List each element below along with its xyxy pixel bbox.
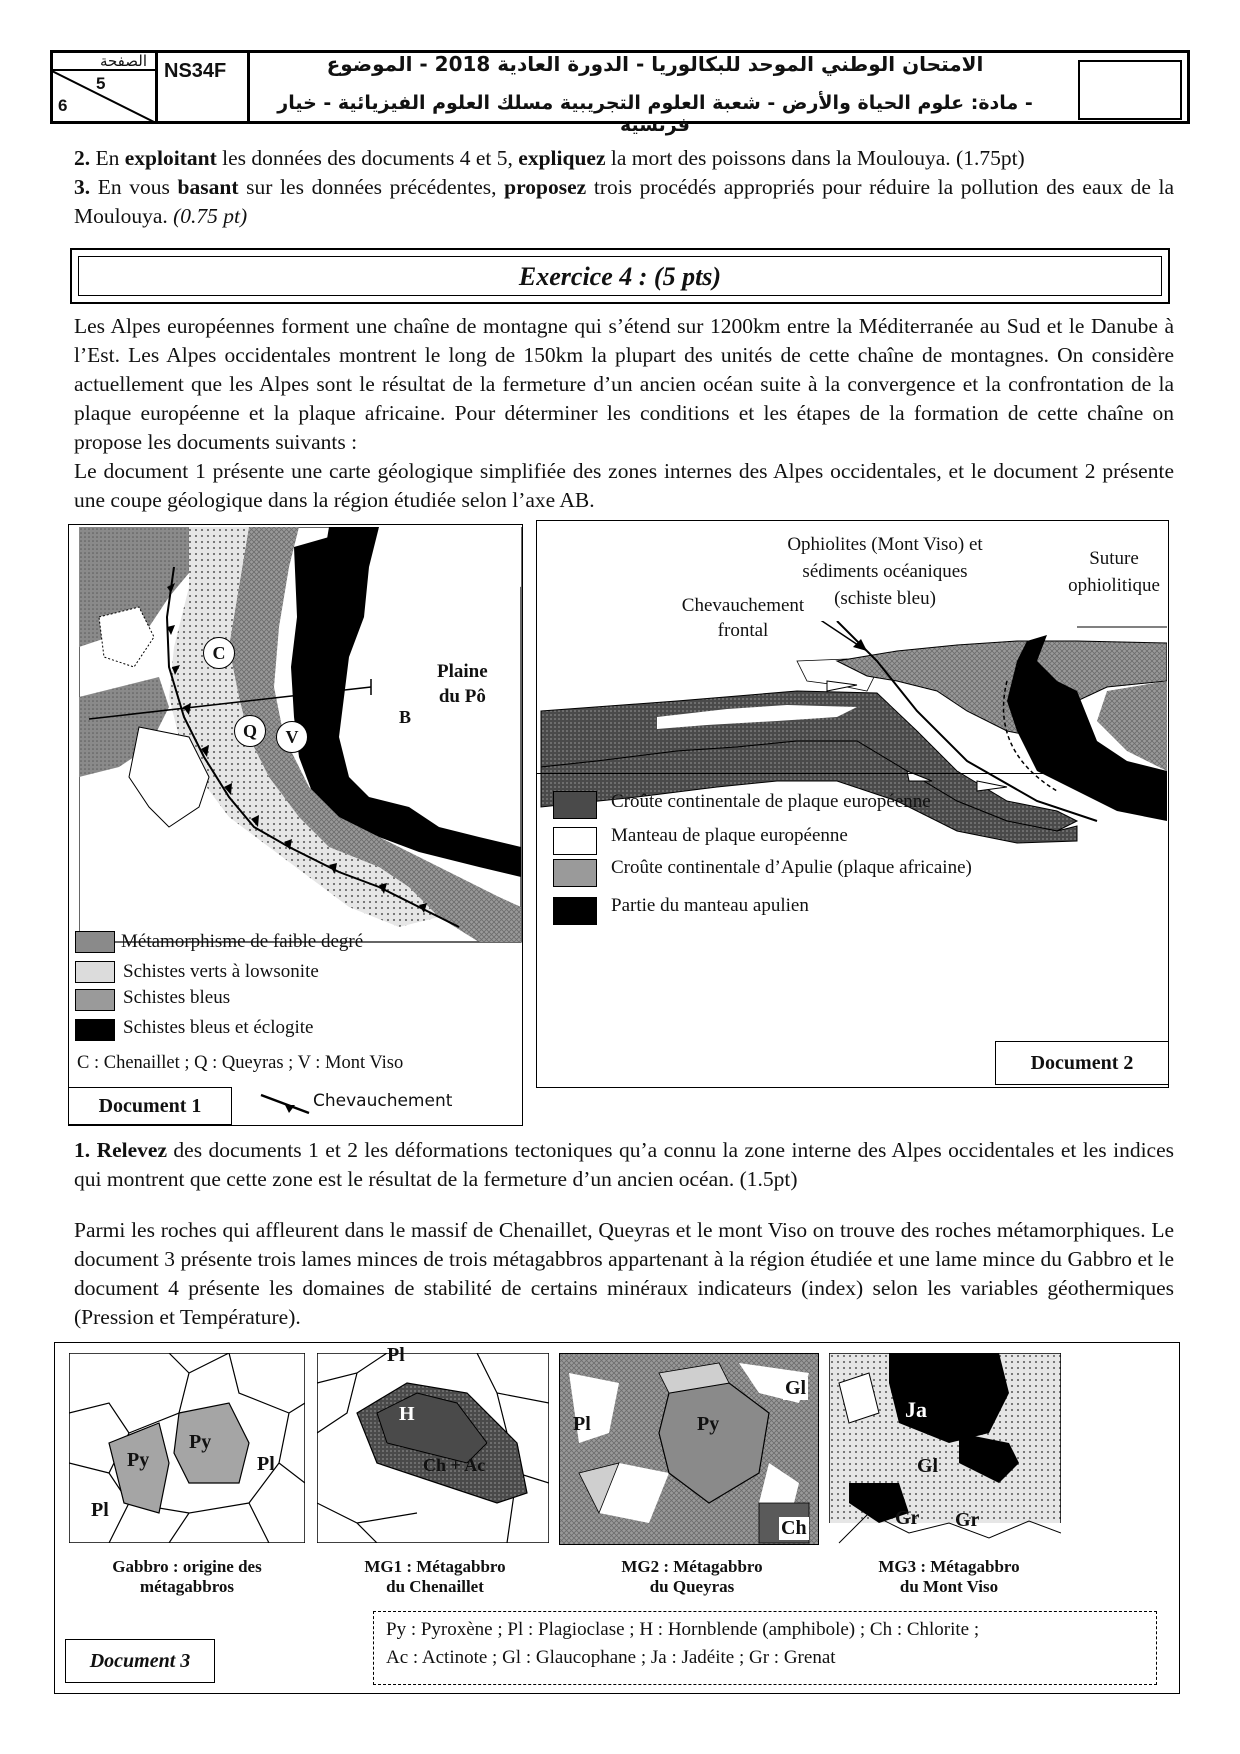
caption-mg2: MG2 : Métagabbro du Queyras (621, 1557, 763, 1596)
mineral-key: Py : Pyroxène ; Pl : Plagioclase ; H : Hornblende (amphibole) ; Ch : Chlorite ; Ac : Actinote ; Gl : Glaucophane ; Ja : Jadéite ; Gr : Grenat (373, 1611, 1157, 1685)
legend-low-grade: Métamorphisme de faible degré (121, 931, 364, 952)
legend-swatch-green-schist (75, 961, 115, 983)
mineral-ja: Ja (905, 1397, 927, 1422)
annotation-suture: Suture ophiolitique (1068, 548, 1160, 596)
exercise-title-box (70, 248, 1170, 304)
legend-swatch-euro-mantle (553, 827, 597, 855)
intro-paragraph-2: Le document 1 présente une carte géologique simplifiée des zones internes des Alpes occidentales, et le document 2 présente une coupe géologique dans la région étudiée selon l’axe AB. (74, 459, 1174, 512)
questions-top (74, 144, 1174, 231)
caption-mg1: MG1 : Métagabbro du Chenaillet (364, 1557, 506, 1596)
legend-euro-crust: Croûte continentale de plaque européenne (611, 791, 931, 812)
legend-swatch-blue-schist (75, 989, 115, 1011)
annotation-frontal-thrust: Chevauchement frontal (681, 595, 805, 641)
mineral-pl-mg2: Pl (573, 1413, 591, 1435)
caption-gabbro: Gabbro : origine des métagabbros (112, 1557, 262, 1596)
exercise-title: Exercice 4 : (5 pts) (78, 256, 1162, 296)
header-title-line1: الامتحان الوطني الموحد للبكالوريا - الدورة العادية 2018 - الموضوع (326, 52, 984, 76)
empty-box (1078, 60, 1182, 120)
marker-mont-viso: V (276, 721, 308, 753)
map-label-po: Plaine du Pô (437, 661, 488, 707)
document-3-label: Document 3 (65, 1639, 215, 1683)
legend-euro-mantle: Manteau de plaque européenne (611, 825, 848, 846)
mineral-pl-1: Pl (257, 1453, 275, 1475)
document-2-label: Document 2 (995, 1041, 1169, 1085)
caption-mg3: MG3 : Métagabbro du Mont Viso (878, 1557, 1020, 1596)
marker-queyras: Q (234, 715, 266, 747)
mineral-py-mg2: Py (697, 1413, 720, 1435)
question-1: 1. Relevez des documents 1 et 2 les déformations tectoniques qu’a connu la zone interne des Alpes occidentales et les indices qui montrent que cette zone est le résultat de la fermeture d’un ancien océan. (1.5pt) (74, 1138, 1174, 1191)
legend-swatch-apulia-mantle (553, 897, 597, 925)
legend-green-schist: Schistes verts à lowsonite (123, 961, 319, 982)
thin-section-mg3 (829, 1353, 1061, 1545)
legend-eclogite: Schistes bleus et éclogite (123, 1017, 314, 1038)
page-number-box (50, 50, 158, 124)
legend-swatch-euro-crust (553, 791, 597, 819)
document-1-figure (68, 524, 523, 1126)
thin-section-mg1 (317, 1353, 549, 1543)
paragraph-document-3-4: Parmi les roches qui affleurent dans le massif de Chenaillet, Queyras et le mont Viso on trouve des roches métamorphiques. Le document 3 présente trois lames minces de trois métagabbros appartenant à la région étudiée et une lame mince du Gabbro et le document 4 présente les domaines de stabilité de certains minéraux indicateurs (index) selon les variables géothermiques (Pression et Température). (74, 1218, 1174, 1329)
thrust-icon (259, 1091, 314, 1117)
header-title-line2: - مادة: علوم الحياة والأرض - شعبة العلوم التجريبية مسلك العلوم الفيزيائية - خيار فرنسية (277, 92, 1033, 136)
thrust-legend: Chevauchement (313, 1091, 453, 1111)
mineral-gl-mg3: Gl (917, 1455, 939, 1477)
intro-paragraph: Les Alpes européennes forment une chaîne de montagne qui s’étend sur 1200km entre la Méditerranée au Sud et le Danube à l’Est. Les Alpes occidentales montrent le long de 150km la plupart des unités de cette chaîne de montagnes. On considère actuellement que les Alpes sont le résultat de la fermeture d’un ancien océan suite à la convergence et la confrontation de la plaque européenne et la plaque africaine. Pour déterminer les conditions et les étapes de la formation de cette chaîne on propose les documents suivants : (74, 314, 1174, 454)
page-label: الصفحة (99, 52, 147, 70)
mineral-h: H (399, 1403, 415, 1425)
mineral-gr-2: Gr (955, 1509, 980, 1531)
mineral-py-2: Py (189, 1431, 212, 1453)
page-number: 5 (96, 74, 106, 93)
annotation-ophiolites: Ophiolites (Mont Viso) et sédiments océaniques (schiste bleu) (787, 534, 983, 609)
mineral-py-1: Py (127, 1449, 150, 1471)
legend-swatch-apulia-crust (553, 859, 597, 887)
marker-b: B (399, 707, 412, 727)
exercise-intro (74, 312, 1174, 515)
mineral-ch-ac: Ch + Ac (423, 1455, 486, 1475)
document-3-figure (54, 1342, 1180, 1694)
marker-chenaillet: C (203, 637, 235, 669)
mineral-gl-mg2: Gl (785, 1377, 807, 1399)
mineral-gr-1: Gr (895, 1507, 920, 1529)
doc1-abbreviations: C : Chenaillet ; Q : Queyras ; V : Mont Viso (77, 1053, 404, 1073)
legend-apulia-crust: Croûte continentale d’Apulie (plaque africaine) (611, 857, 972, 878)
document-2-figure (536, 520, 1169, 1088)
mineral-ch-mg2: Ch (781, 1517, 807, 1539)
question-3: 3. En vous basant sur les données précédentes, proposez trois procédés appropriés pour réduire la pollution des eaux de la Moulouya. (0.75 pt) (74, 175, 1175, 228)
question-2: 2. En exploitant les données des documents 4 et 5, expliquez la mort des poissons dans la Moulouya. (1.75pt) (74, 146, 1025, 170)
document-1-label: Document 1 (68, 1087, 232, 1125)
legend-apulia-mantle: Partie du manteau apulien (611, 895, 809, 916)
mineral-pl-2: Pl (91, 1499, 109, 1521)
legend-blue-schist: Schistes bleus (123, 987, 231, 1008)
cross-section-divider (537, 773, 1167, 774)
mineral-pl-mg1: Pl (387, 1344, 405, 1366)
legend-swatch-eclogite (75, 1019, 115, 1041)
legend-swatch-low-grade (75, 931, 115, 953)
exam-code: NS34F (158, 50, 250, 124)
page-total: 6 (58, 96, 68, 115)
